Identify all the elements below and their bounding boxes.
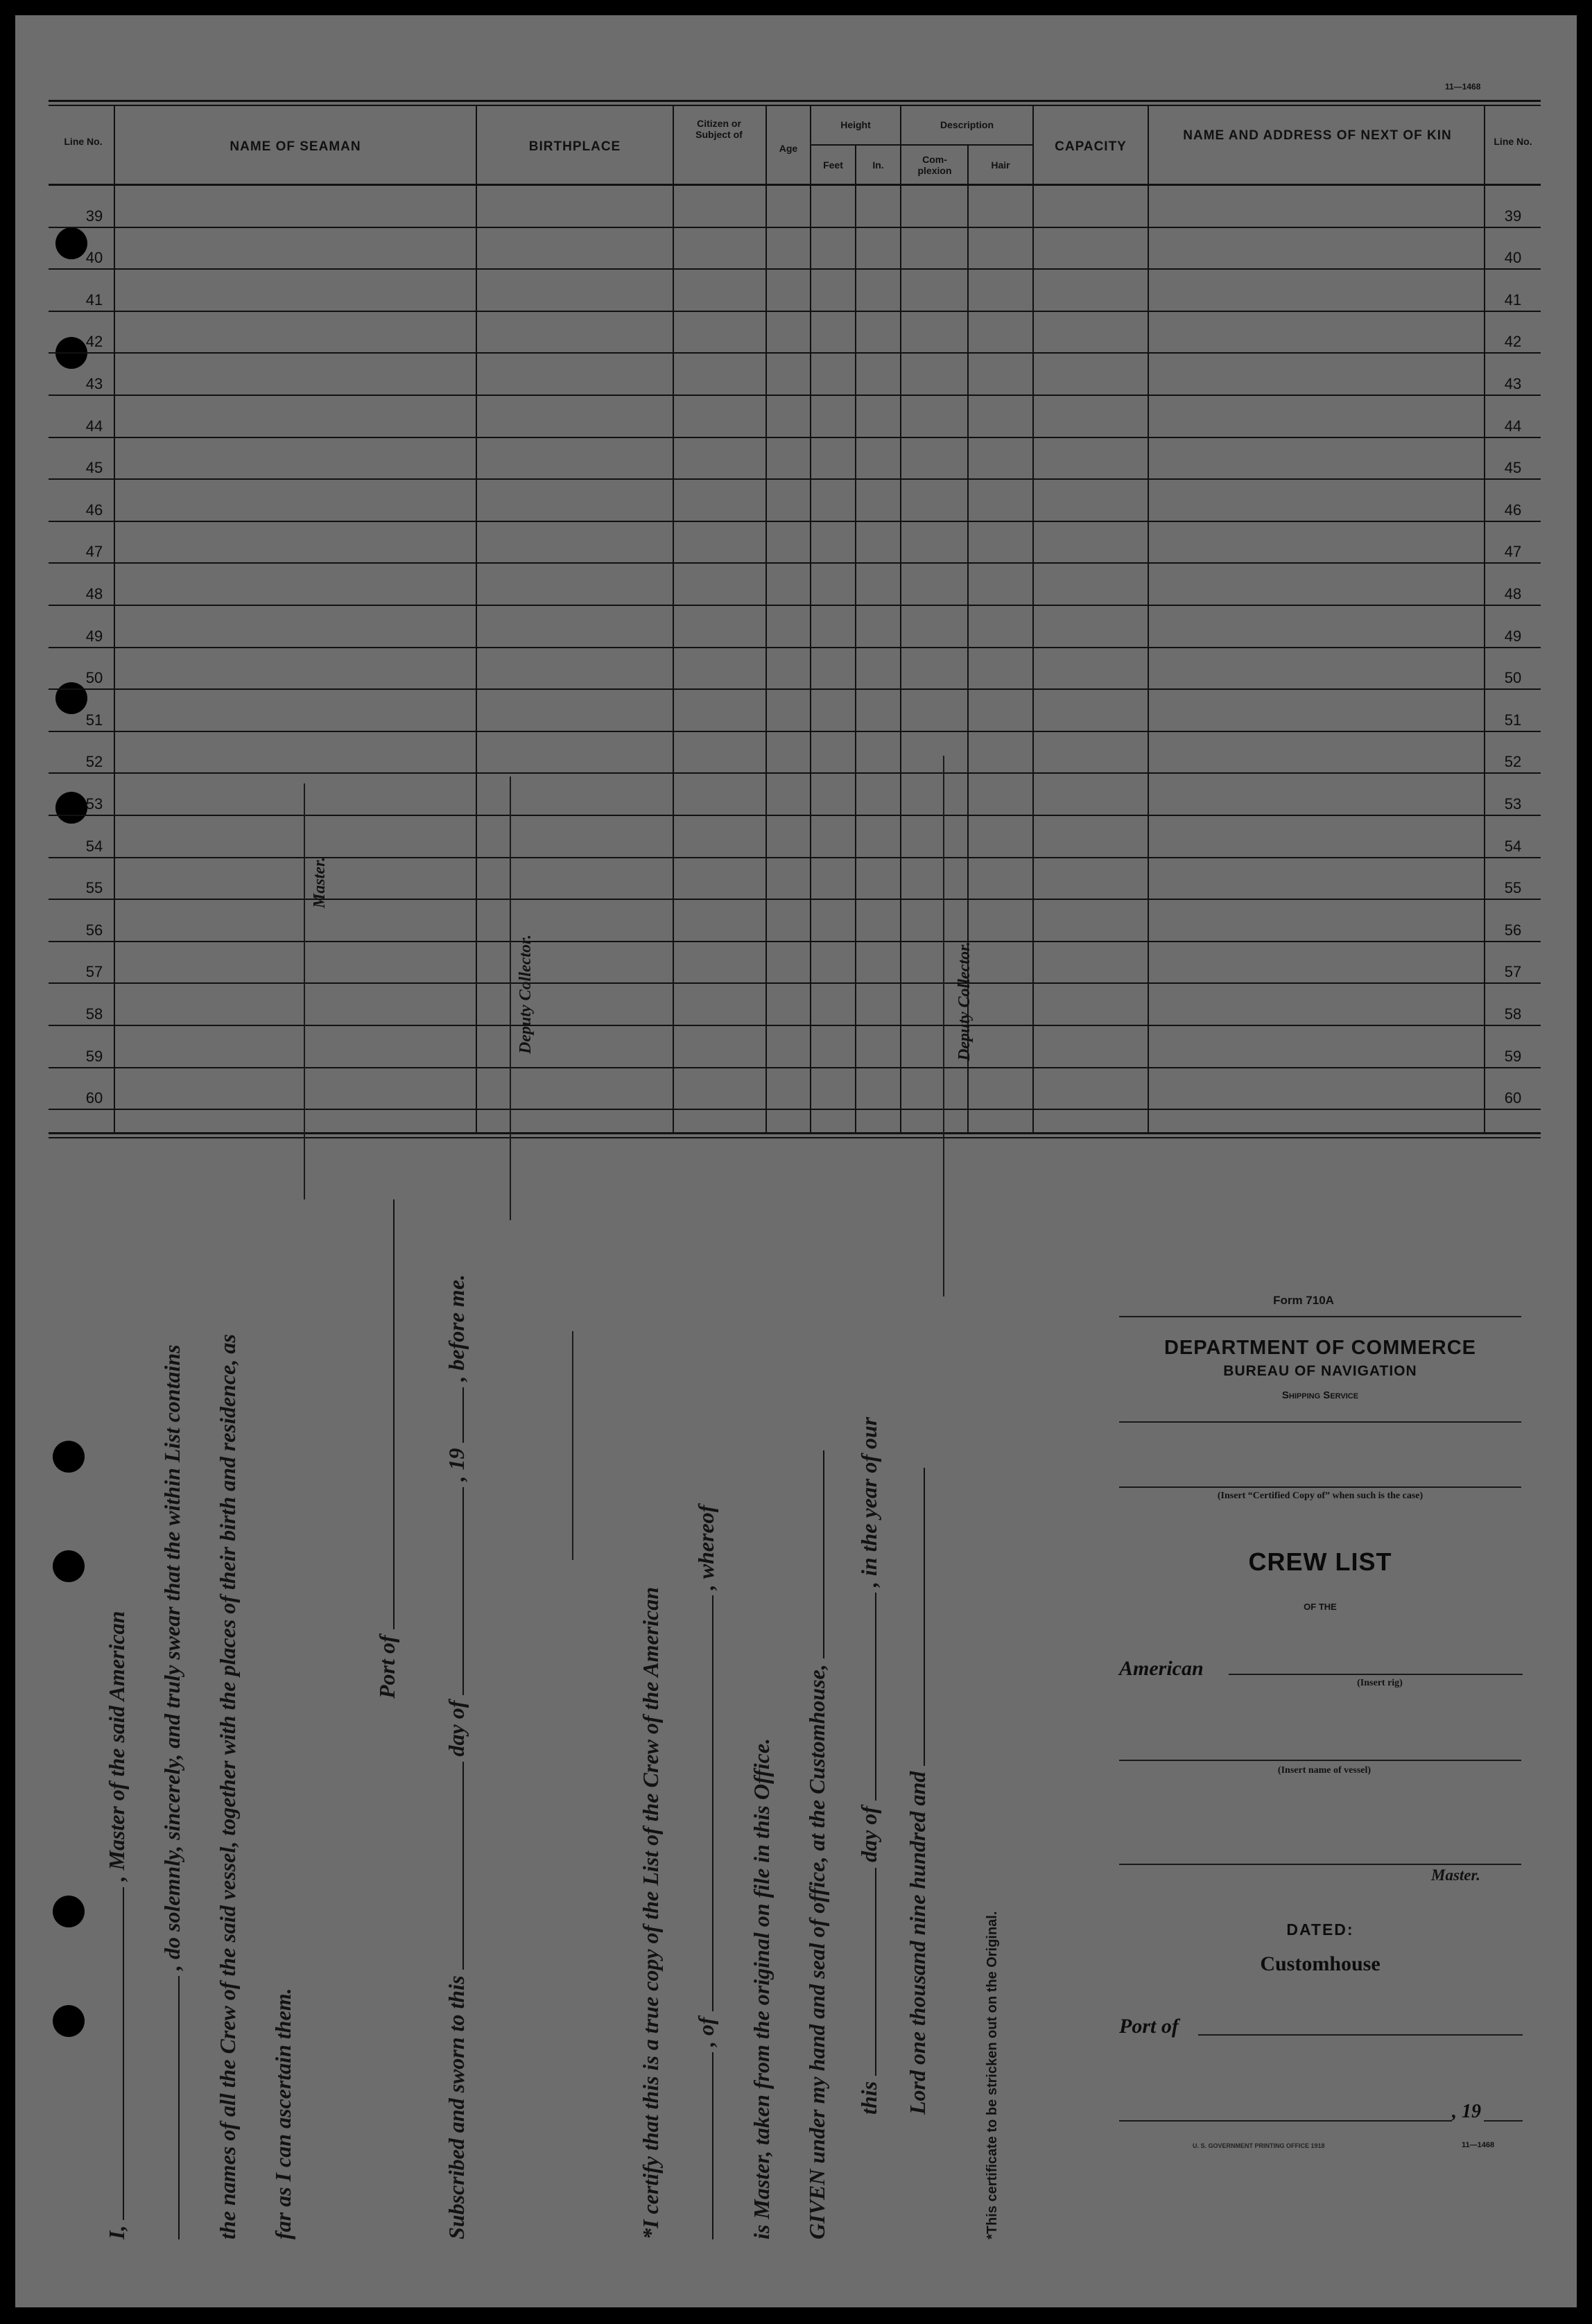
punch-hole (53, 1896, 85, 1927)
row-line-number-right: 47 (1504, 543, 1522, 560)
row-line-number-left: 39 (85, 207, 103, 225)
dated-label: DATED: (1286, 1920, 1354, 1939)
row-line-number-left: 52 (85, 753, 103, 770)
row-line-number-right: 45 (1504, 459, 1522, 476)
subscribed-month-blank[interactable] (444, 1487, 464, 1695)
certify-port-blank[interactable] (694, 1595, 713, 2011)
row-line-number-left: 50 (85, 669, 103, 686)
year-of-our-label: , in the year of our (856, 1416, 881, 1588)
header-hair: Hair (991, 159, 1010, 171)
before-me-label: , before me. (444, 1274, 469, 1382)
cover-port-line[interactable] (1198, 2034, 1523, 2036)
cover-date-line[interactable] (1119, 2120, 1452, 2122)
row-line-number-right: 48 (1504, 585, 1522, 602)
header-next-of-kin: NAME AND ADDRESS OF NEXT OF KIN (1183, 128, 1452, 143)
lord-text: Lord one thousand nine hundred and (905, 1771, 930, 2115)
cover-rule-1 (1119, 1421, 1521, 1423)
cover-master: Master. (1431, 1866, 1480, 1884)
oath-line3: the names of all the Crew of the said vessel, together with the places of their birth and residence, as (215, 1334, 240, 2239)
header-line-no-right: Line No. (1494, 136, 1532, 147)
customhouse-label: Customhouse (1260, 1952, 1381, 1975)
row-line-number-right: 54 (1504, 838, 1522, 855)
row-line-number-right: 44 (1504, 417, 1522, 435)
table-row (49, 562, 1541, 564)
certify-text: *I certify that this is a true copy of the List of the Crew of the American (638, 1586, 663, 2239)
row-line-number-left: 54 (85, 838, 103, 855)
row-line-number-right: 56 (1504, 921, 1522, 939)
header-feet: Feet (823, 159, 843, 171)
punch-hole (53, 1550, 85, 1582)
table-row (49, 478, 1541, 480)
deputy-collector-line-1[interactable] (510, 777, 511, 1220)
row-line-number-left: 48 (85, 585, 103, 602)
header-name-of-seaman: NAME OF SEAMAN (230, 139, 361, 154)
rig-line[interactable] (1229, 1674, 1523, 1675)
row-line-number-right: 50 (1504, 669, 1522, 686)
given-month-blank[interactable] (857, 1593, 876, 1801)
bureau-title: BUREAU OF NAVIGATION (1223, 1363, 1417, 1379)
department-title: DEPARTMENT OF COMMERCE (1163, 1337, 1476, 1359)
deputy-collector-1: Deputy Collector. (517, 935, 535, 1054)
day-of-label-2: day of (856, 1806, 881, 1862)
oath-swear: , do solemnly, sincerely, and truly swear that the within List contains (159, 1344, 184, 1970)
whereof-label: , whereof (693, 1504, 718, 1590)
shipping-service: Shipping Service (1281, 1389, 1359, 1401)
oath-line4: far as I can ascertain them. (270, 1988, 295, 2239)
day-of-label: day of (444, 1700, 469, 1757)
table-row (49, 227, 1541, 228)
certified-note: (Insert “Certified Copy of” when such is the case) (1217, 1491, 1424, 1501)
oath-master-name-blank[interactable] (105, 1887, 124, 2220)
of-label: , of (693, 2017, 718, 2047)
row-line-number-left: 46 (85, 501, 103, 519)
row-line-number-right: 46 (1504, 501, 1522, 519)
row-line-number-right: 58 (1504, 1005, 1522, 1023)
row-line-number-left: 42 (85, 333, 103, 350)
header-birthplace: BIRTHPLACE (528, 139, 621, 154)
row-line-number-right: 60 (1504, 1089, 1522, 1107)
insert-vessel: (Insert name of vessel) (1277, 1765, 1372, 1776)
given-text: GIVEN under my hand and seal of office, at the Customhouse, (804, 1664, 829, 2239)
cover-year-line[interactable] (1484, 2120, 1523, 2122)
given-customhouse-blank[interactable] (805, 1450, 824, 1658)
insert-rig: (Insert rig) (1357, 1678, 1403, 1688)
header-age: Age (779, 143, 798, 154)
footnote: *This certificate to be stricken out on the Original. (985, 1911, 1000, 2239)
oath-i: I, (104, 2225, 129, 2239)
row-line-number-left: 53 (85, 795, 103, 813)
header-inches: In. (872, 159, 884, 171)
table-row (49, 521, 1541, 522)
row-line-number-left: 59 (85, 1048, 103, 1065)
cover-port-of: Port of (1119, 2015, 1179, 2038)
table-row (49, 311, 1541, 312)
oath-master-of: , Master of the said American (104, 1611, 129, 1882)
row-line-number-right: 42 (1504, 333, 1522, 350)
row-line-number-left: 43 (85, 375, 103, 392)
master-signature-line[interactable] (304, 783, 305, 1199)
table-row (49, 688, 1541, 690)
row-line-number-right: 49 (1504, 627, 1522, 645)
oath-vessel-blank[interactable] (160, 1976, 180, 2239)
row-line-number-right: 51 (1504, 711, 1522, 729)
row-line-number-left: 56 (85, 921, 103, 939)
row-line-number-left: 55 (85, 879, 103, 896)
row-line-number-left: 57 (85, 963, 103, 980)
table-row (49, 268, 1541, 270)
port-of-blank[interactable] (375, 1199, 395, 1629)
row-line-number-left: 51 (85, 711, 103, 729)
form-code-bottom: 11—1468 (1462, 2141, 1495, 2149)
table-row (49, 352, 1541, 354)
row-line-number-left: 58 (85, 1005, 103, 1023)
year-19-label: , 19 (444, 1448, 469, 1482)
row-line-number-left: 60 (85, 1089, 103, 1107)
american-label: American (1119, 1657, 1204, 1680)
vessel-name-line[interactable] (1119, 1760, 1521, 1761)
given-year-blank[interactable] (906, 1468, 925, 1766)
deputy-collector-line-2[interactable] (943, 756, 944, 1297)
row-line-number-right: 53 (1504, 795, 1522, 813)
row-line-number-right: 41 (1504, 291, 1522, 309)
row-line-number-right: 39 (1504, 207, 1522, 225)
separator-line (572, 1331, 573, 1560)
row-line-number-right: 59 (1504, 1048, 1522, 1065)
row-line-number-left: 44 (85, 417, 103, 435)
printer-imprint: U. S. GOVERNMENT PRINTING OFFICE 1918 (1193, 2142, 1325, 2149)
row-line-number-left: 40 (85, 249, 103, 266)
row-line-number-right: 40 (1504, 249, 1522, 266)
port-of-label: Port of (374, 1635, 399, 1699)
of-the: OF THE (1304, 1602, 1337, 1612)
header-complexion: Com-plexion (917, 154, 952, 176)
row-line-number-right: 43 (1504, 375, 1522, 392)
form-number: Form 710A (1273, 1294, 1334, 1307)
cover-year-19: , 19 (1452, 2101, 1481, 2122)
master-label: Master. (311, 856, 329, 908)
certify-vessel-blank[interactable] (694, 2052, 713, 2239)
given-day-blank[interactable] (857, 1868, 876, 2076)
header-line-no: Line No. (64, 136, 103, 147)
table-row (49, 437, 1541, 438)
subscribed-label: Subscribed and sworn to this (444, 1975, 469, 2239)
punch-hole (53, 1441, 85, 1473)
row-line-number-left: 49 (85, 627, 103, 645)
deputy-collector-2: Deputy Collector. (955, 942, 974, 1061)
subscribed-year-blank[interactable] (444, 1387, 464, 1443)
row-line-number-right: 57 (1504, 963, 1522, 980)
row-line-number-right: 55 (1504, 879, 1522, 896)
crew-list-title: CREW LIST (1248, 1547, 1392, 1576)
this-label: this (856, 2081, 881, 2115)
header-height: Height (840, 119, 871, 130)
header-description: Description (940, 119, 994, 130)
row-line-number-right: 52 (1504, 753, 1522, 770)
row-line-number-left: 47 (85, 543, 103, 560)
row-line-number-left: 41 (85, 291, 103, 309)
subscribed-day-blank[interactable] (444, 1762, 464, 1970)
header-citizen: Citizen or Subject of (695, 118, 743, 140)
table-row (49, 394, 1541, 396)
is-master-text: is Master, taken from the original on file in this Office. (749, 1737, 774, 2239)
header-capacity: CAPACITY (1055, 139, 1127, 154)
form-code-top: 11—1468 (1445, 82, 1481, 92)
punch-hole (53, 2005, 85, 2037)
master-name-line[interactable] (1119, 1864, 1521, 1865)
table-row (49, 605, 1541, 606)
certified-copy-line[interactable] (1119, 1486, 1521, 1488)
table-row (49, 647, 1541, 648)
row-line-number-left: 45 (85, 459, 103, 476)
oath-section (83, 714, 1082, 2239)
